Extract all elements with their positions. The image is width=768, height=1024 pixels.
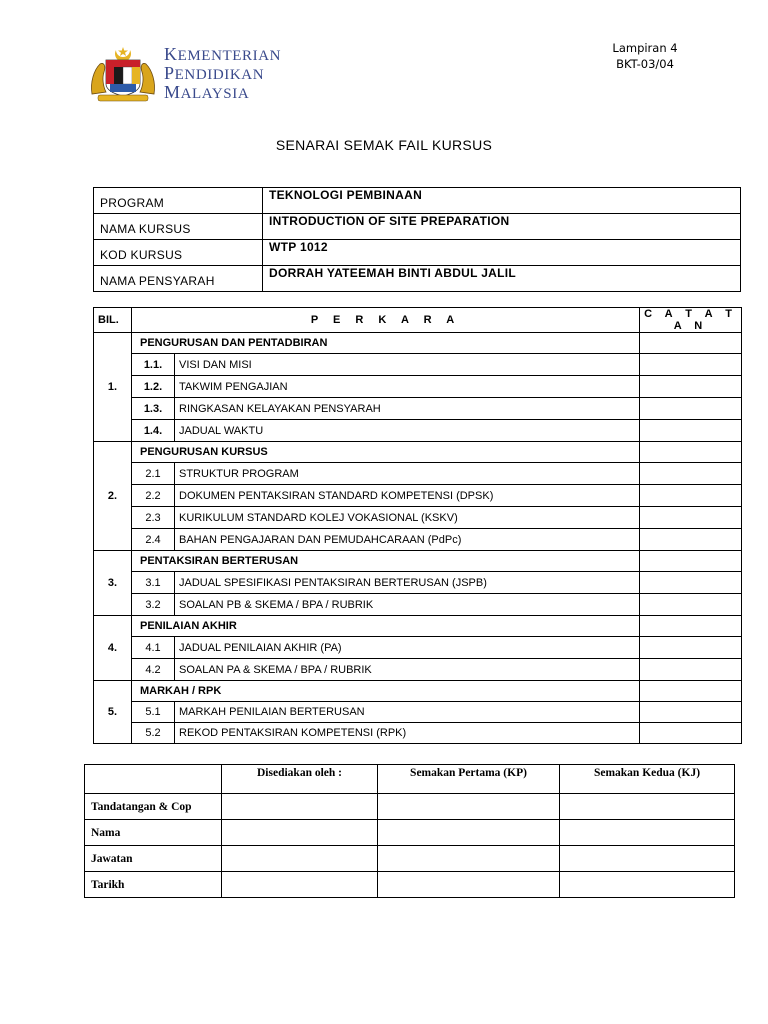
document-reference [605, 40, 685, 72]
remarks-cell[interactable] [640, 616, 742, 637]
remarks-cell[interactable] [640, 572, 742, 594]
item-number: 2.2 [132, 485, 175, 507]
remarks-cell[interactable] [640, 681, 742, 702]
item-text: JADUAL SPESIFIKASI PENTAKSIRAN BERTERUSAN (JSPB) [175, 572, 640, 594]
course-info-table [93, 187, 741, 292]
remarks-cell[interactable] [640, 398, 742, 420]
date-field[interactable] [560, 872, 735, 898]
table-row [94, 594, 742, 616]
name-field[interactable] [222, 820, 378, 846]
table-row [94, 354, 742, 376]
coat-of-arms-icon [88, 44, 158, 102]
item-text: JADUAL WAKTU [175, 420, 640, 442]
item-number: 3.2 [132, 594, 175, 616]
section-title: MARKAH / RPK [132, 681, 640, 702]
attachment-label: Lampiran 4 [612, 41, 678, 55]
remarks-cell[interactable] [640, 333, 742, 354]
item-text: SOALAN PB & SKEMA / BPA / RUBRIK [175, 594, 640, 616]
table-row [94, 463, 742, 485]
form-code: BKT-03/04 [616, 57, 674, 71]
position-field[interactable] [222, 846, 378, 872]
table-row [94, 723, 742, 744]
table-row [94, 529, 742, 551]
signature-field[interactable] [222, 794, 378, 820]
table-row [94, 376, 742, 398]
table-row [94, 485, 742, 507]
checklist-table [93, 307, 742, 744]
item-number: 1.2. [132, 376, 175, 398]
date-field[interactable] [378, 872, 560, 898]
item-number: 2.4 [132, 529, 175, 551]
course-name-value: INTRODUCTION OF SITE PREPARATION [263, 214, 741, 240]
item-text: STRUKTUR PROGRAM [175, 463, 640, 485]
name-field[interactable] [378, 820, 560, 846]
section-title: PENILAIAN AKHIR [132, 616, 640, 637]
table-row [94, 420, 742, 442]
remarks-cell[interactable] [640, 354, 742, 376]
item-number: 4.2 [132, 659, 175, 681]
lecturer-value: DORRAH YATEEMAH BINTI ABDUL JALIL [263, 266, 741, 292]
course-code-value: WTP 1012 [263, 240, 741, 266]
course-code-label: KOD KURSUS [94, 240, 263, 266]
ministry-line-1: KEMENTERIAN [164, 44, 282, 64]
signoff-row-position [85, 846, 735, 872]
prepared-by-header: Disediakan oleh : [222, 765, 378, 794]
ministry-line-2: PENDIDIKAN [164, 63, 265, 83]
section-row [94, 442, 742, 463]
program-label: PROGRAM [94, 188, 263, 214]
signoff-row-name [85, 820, 735, 846]
signoff-corner [85, 765, 222, 794]
remarks-cell[interactable] [640, 376, 742, 398]
program-value: TEKNOLOGI PEMBINAAN [263, 188, 741, 214]
ministry-name [164, 46, 281, 103]
item-text: TAKWIM PENGAJIAN [175, 376, 640, 398]
remarks-cell[interactable] [640, 551, 742, 572]
item-number: 1.4. [132, 420, 175, 442]
info-row-course-name [94, 214, 741, 240]
section-number: 2. [94, 442, 132, 551]
remarks-cell[interactable] [640, 507, 742, 529]
signoff-row-signature [85, 794, 735, 820]
remarks-cell[interactable] [640, 485, 742, 507]
remarks-cell[interactable] [640, 723, 742, 744]
item-text: REKOD PENTAKSIRAN KOMPETENSI (RPK) [175, 723, 640, 744]
ministry-line-3: MALAYSIA [164, 82, 250, 102]
section-number: 4. [94, 616, 132, 681]
signature-label: Tandatangan & Cop [85, 794, 222, 820]
signoff-table [84, 764, 735, 898]
section-row [94, 333, 742, 354]
item-text: VISI DAN MISI [175, 354, 640, 376]
item-number: 5.2 [132, 723, 175, 744]
item-text: KURIKULUM STANDARD KOLEJ VOKASIONAL (KSKV) [175, 507, 640, 529]
first-review-header: Semakan Pertama (KP) [378, 765, 560, 794]
signature-field[interactable] [560, 794, 735, 820]
remarks-cell[interactable] [640, 529, 742, 551]
remarks-cell[interactable] [640, 463, 742, 485]
info-row-program [94, 188, 741, 214]
info-row-lecturer [94, 266, 741, 292]
table-row [94, 398, 742, 420]
catatan-header: C A T A T A N [640, 308, 742, 333]
item-number: 1.3. [132, 398, 175, 420]
position-field[interactable] [378, 846, 560, 872]
item-text: MARKAH PENILAIAN BERTERUSAN [175, 702, 640, 723]
table-row [94, 572, 742, 594]
item-number: 1.1. [132, 354, 175, 376]
item-text: BAHAN PENGAJARAN DAN PEMUDAHCARAAN (PdPc) [175, 529, 640, 551]
item-number: 3.1 [132, 572, 175, 594]
remarks-cell[interactable] [640, 702, 742, 723]
section-row [94, 616, 742, 637]
remarks-cell[interactable] [640, 637, 742, 659]
remarks-cell[interactable] [640, 442, 742, 463]
course-name-label: NAMA KURSUS [94, 214, 263, 240]
item-text: DOKUMEN PENTAKSIRAN STANDARD KOMPETENSI (DPSK) [175, 485, 640, 507]
table-row [94, 702, 742, 723]
remarks-cell[interactable] [640, 420, 742, 442]
bil-header: BIL. [94, 308, 132, 333]
remarks-cell[interactable] [640, 659, 742, 681]
item-text: JADUAL PENILAIAN AKHIR (PA) [175, 637, 640, 659]
section-number: 5. [94, 681, 132, 744]
name-field[interactable] [560, 820, 735, 846]
section-row [94, 681, 742, 702]
date-label: Tarikh [85, 872, 222, 898]
second-review-header: Semakan Kedua (KJ) [560, 765, 735, 794]
item-number: 2.3 [132, 507, 175, 529]
lecturer-label: NAMA PENSYARAH [94, 266, 263, 292]
section-title: PENGURUSAN KURSUS [132, 442, 640, 463]
item-number: 2.1 [132, 463, 175, 485]
table-row [94, 507, 742, 529]
remarks-cell[interactable] [640, 594, 742, 616]
signoff-row-date [85, 872, 735, 898]
page-title: SENARAI SEMAK FAIL KURSUS [275, 137, 493, 153]
item-number: 4.1 [132, 637, 175, 659]
date-field[interactable] [222, 872, 378, 898]
signoff-header-row [85, 765, 735, 794]
ministry-logo [88, 44, 288, 102]
checklist-header-row [94, 308, 742, 333]
table-row [94, 637, 742, 659]
table-row [94, 659, 742, 681]
item-number: 5.1 [132, 702, 175, 723]
position-field[interactable] [560, 846, 735, 872]
item-text: RINGKASAN KELAYAKAN PENSYARAH [175, 398, 640, 420]
section-title: PENTAKSIRAN BERTERUSAN [132, 551, 640, 572]
position-label: Jawatan [85, 846, 222, 872]
section-row [94, 551, 742, 572]
section-title: PENGURUSAN DAN PENTADBIRAN [132, 333, 640, 354]
section-number: 3. [94, 551, 132, 616]
name-label: Nama [85, 820, 222, 846]
info-row-course-code [94, 240, 741, 266]
signature-field[interactable] [378, 794, 560, 820]
section-number: 1. [94, 333, 132, 442]
perkara-header: P E R K A R A [132, 308, 640, 333]
item-text: SOALAN PA & SKEMA / BPA / RUBRIK [175, 659, 640, 681]
